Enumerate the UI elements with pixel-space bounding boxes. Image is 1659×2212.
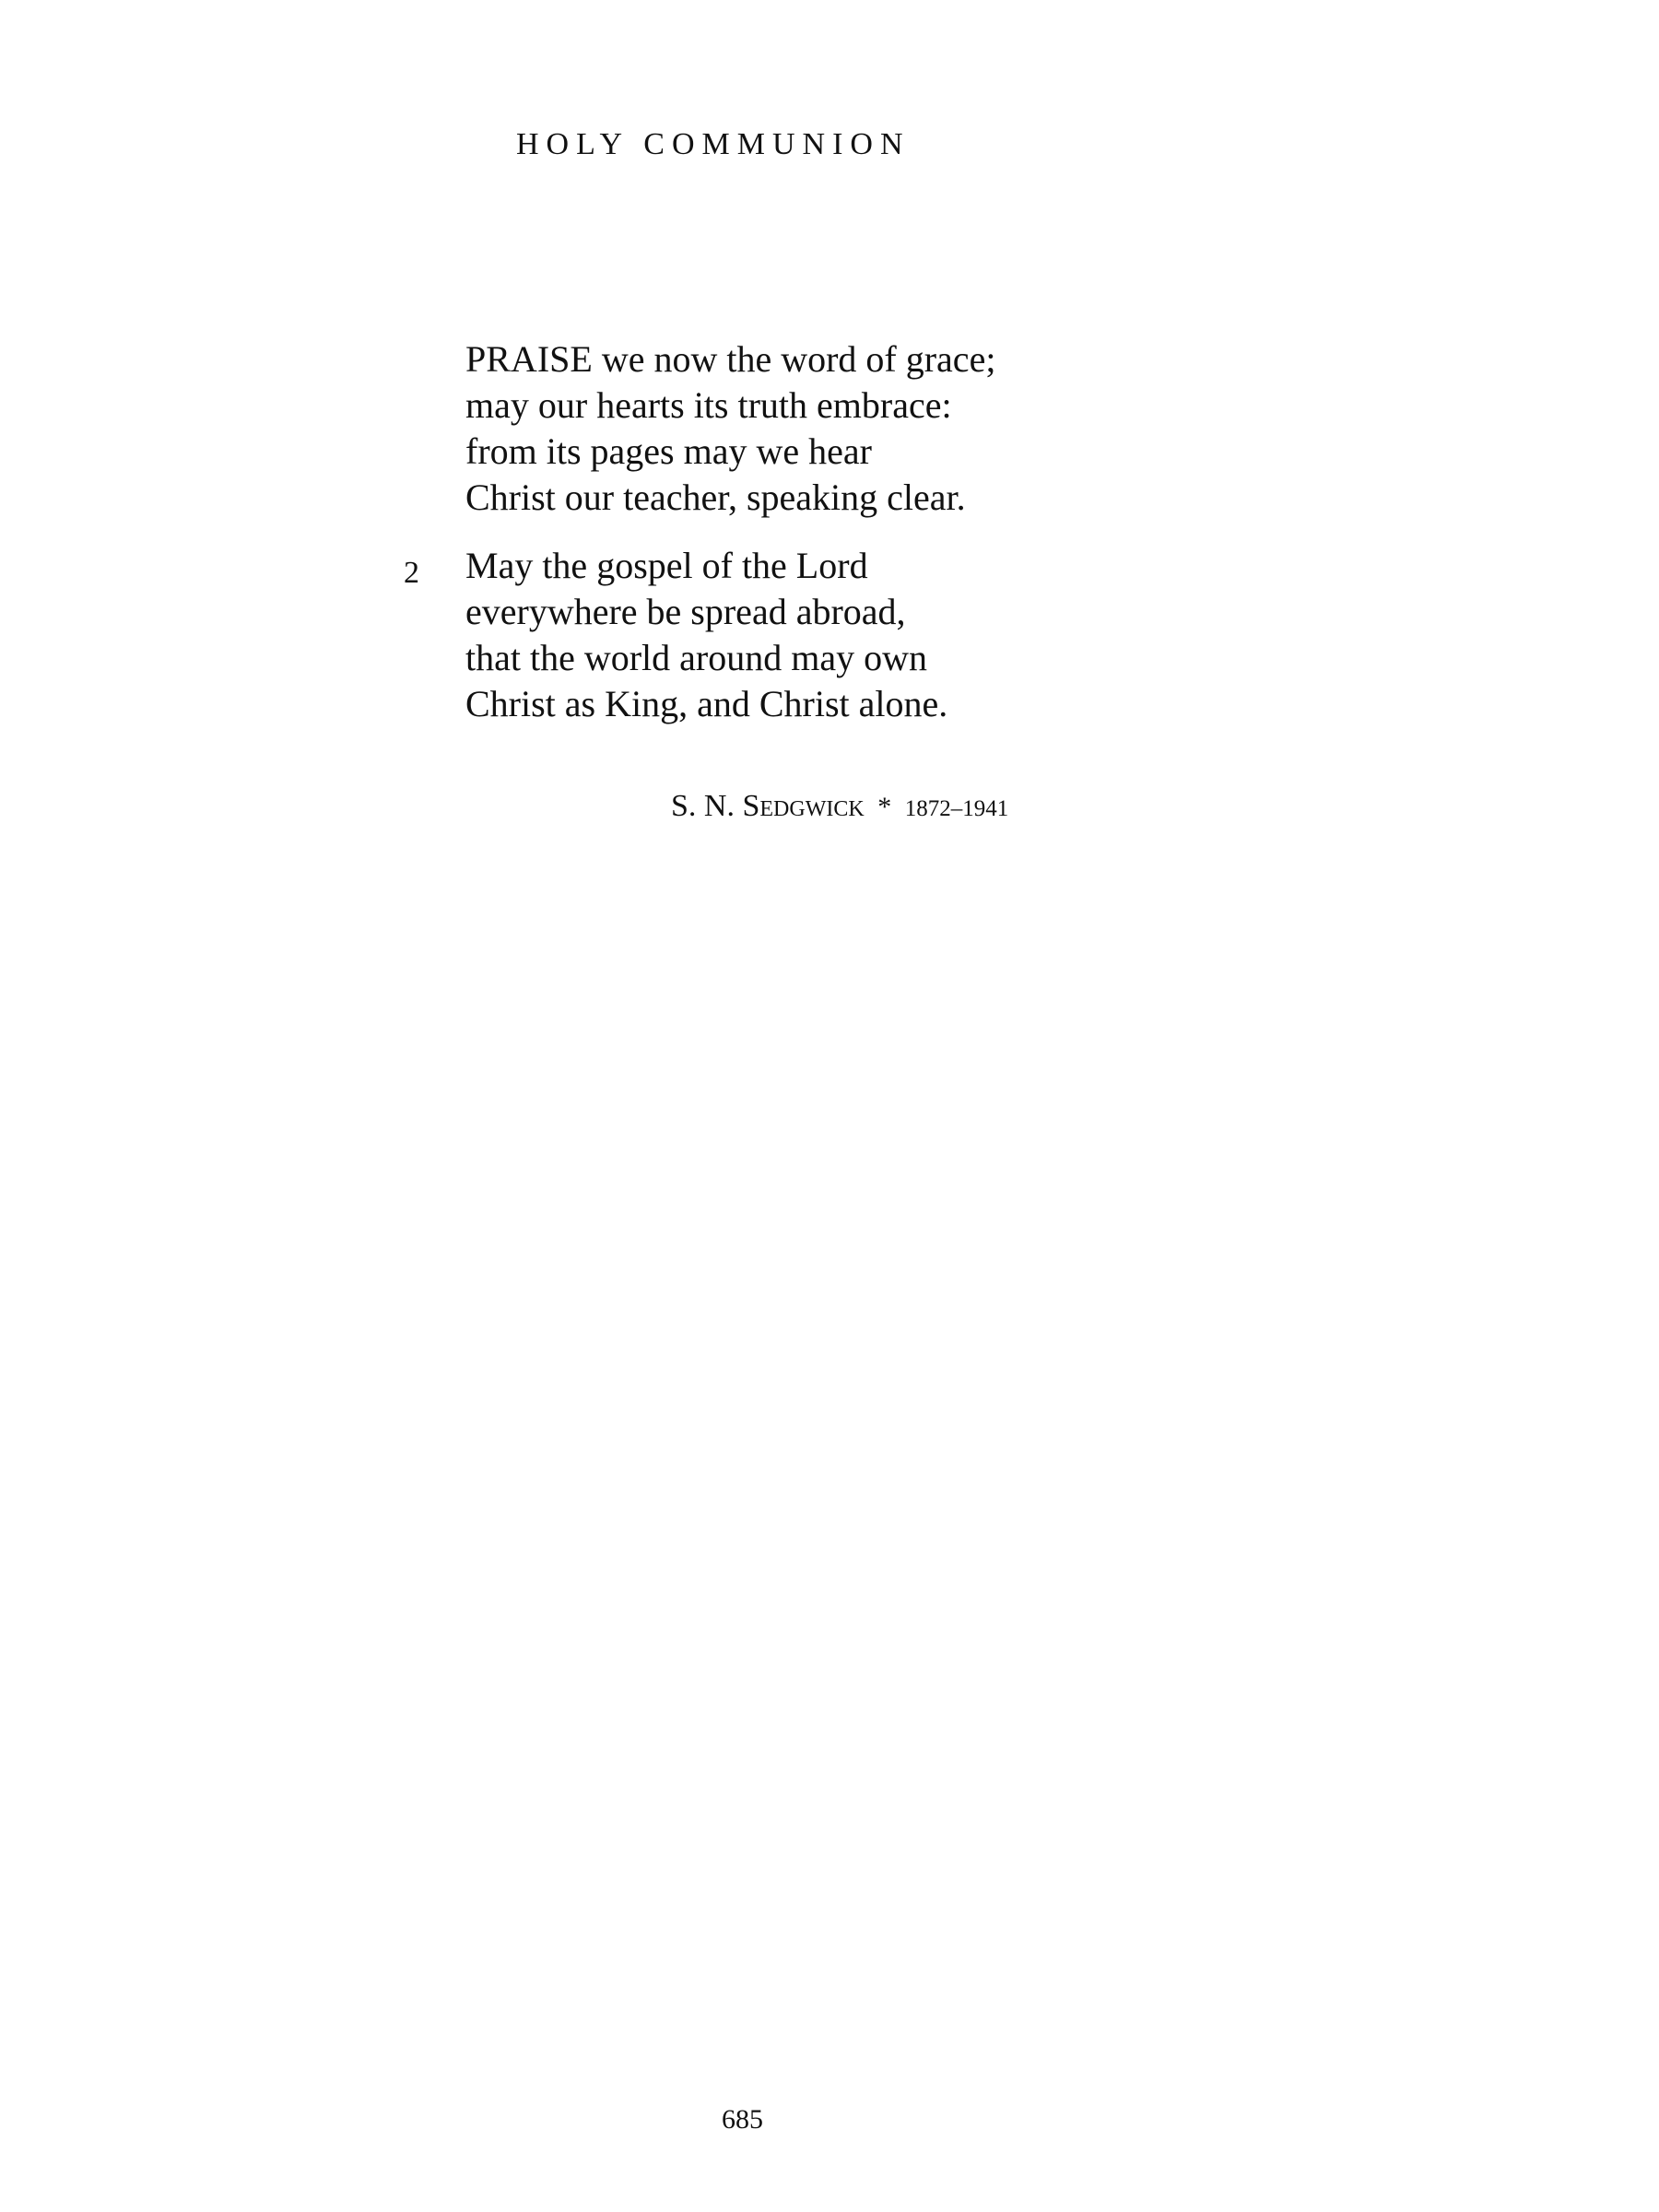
stanza-2-line-1: May the gospel of the Lord — [465, 545, 868, 586]
page-number: 685 — [722, 2104, 763, 2135]
stanza-1 — [387, 336, 1217, 521]
stanza-number: 2 — [404, 556, 419, 590]
stanza-1-line-1: PRAISE we now the word of grace; — [465, 338, 996, 380]
author-attribution — [671, 791, 1008, 822]
stanza-2-line-2: everywhere be spread abroad, — [465, 591, 906, 632]
stanza-2-line-3: that the world around may own — [465, 637, 927, 678]
stanza-1-line-2: may our hearts its truth embrace: — [465, 384, 952, 426]
stanza-1-line-3: from its pages may we hear — [465, 430, 872, 472]
stanza-1-line-4: Christ our teacher, speaking clear. — [465, 477, 966, 518]
running-head: HOLY COMMUNION — [516, 127, 911, 161]
hymn-text — [387, 336, 1217, 749]
stanza-2-line-4: Christ as King, and Christ alone. — [465, 683, 948, 724]
author-dates: 1872–1941 — [904, 796, 1009, 821]
star-marker: * — [877, 792, 892, 822]
author-name: S. N. Sedgwick — [671, 789, 865, 823]
stanza-2 — [387, 543, 1217, 727]
